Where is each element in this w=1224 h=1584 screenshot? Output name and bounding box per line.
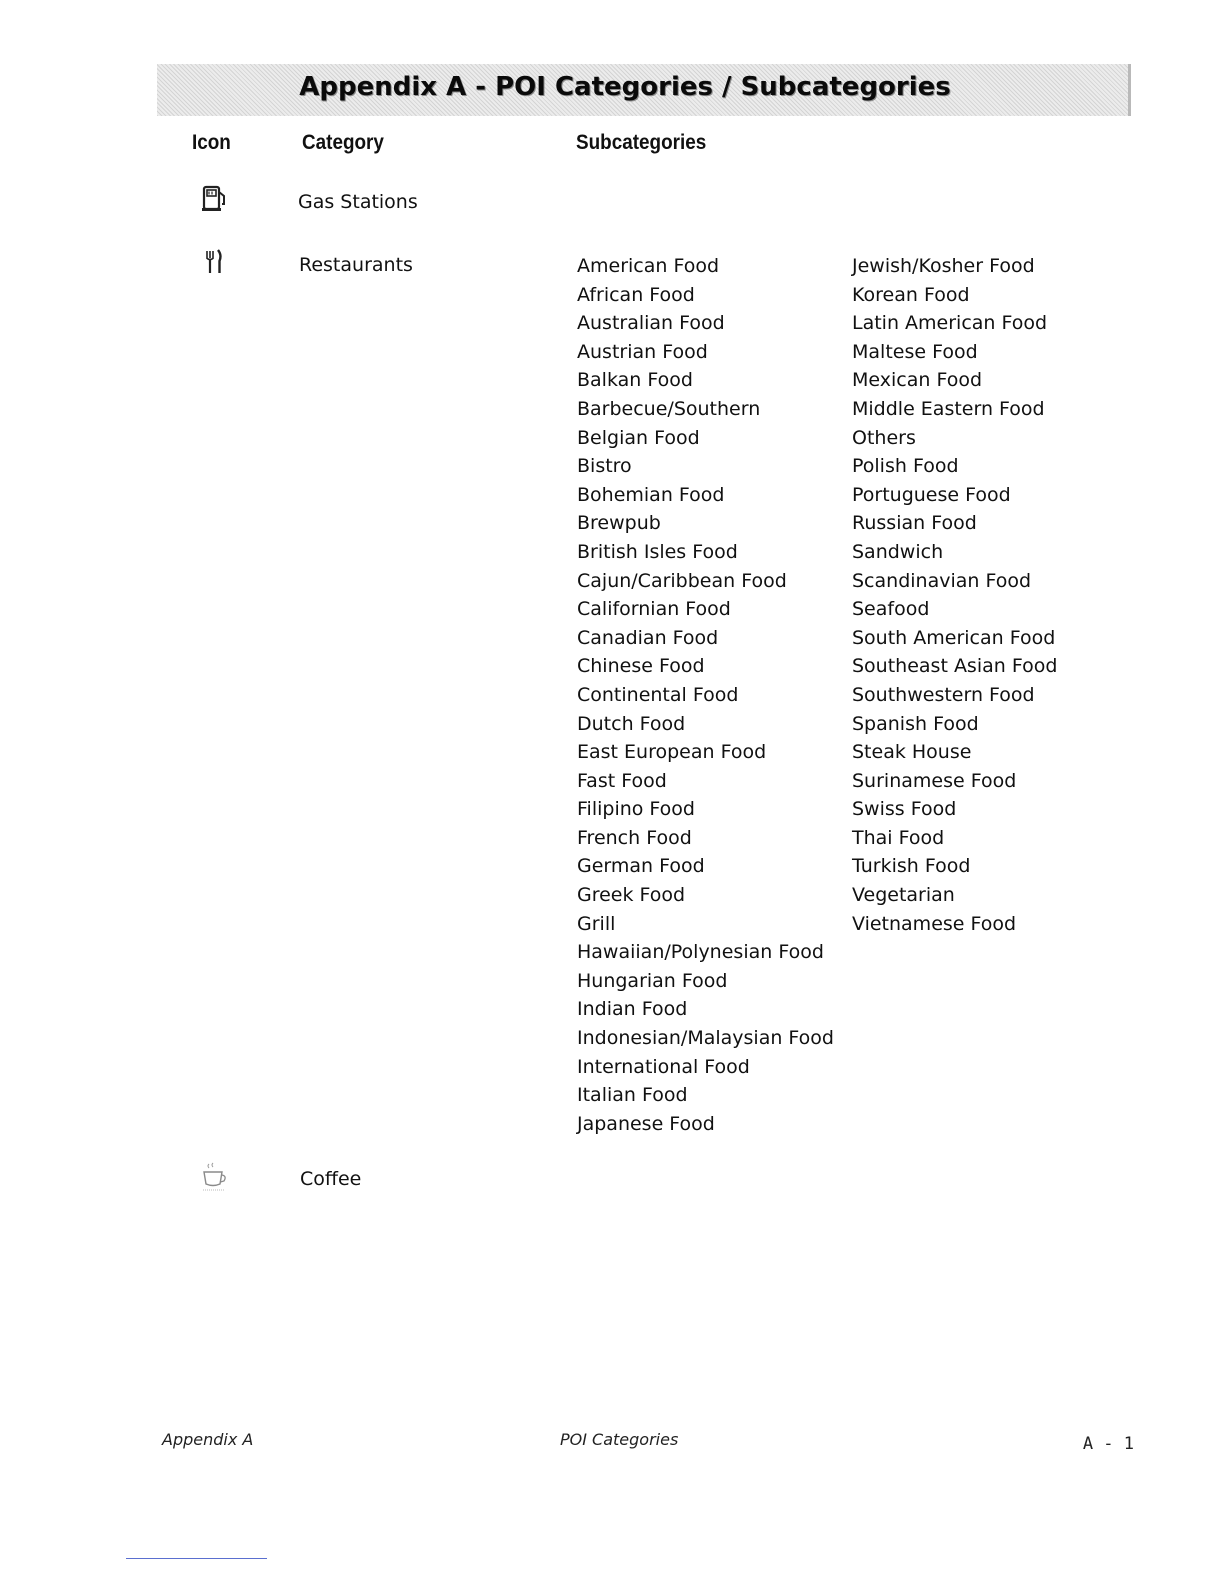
- list-item: Portuguese Food: [852, 483, 1011, 506]
- list-item: Southwestern Food: [852, 683, 1035, 706]
- list-item: South American Food: [852, 626, 1056, 649]
- list-item: Jewish/Kosher Food: [852, 255, 1035, 277]
- list-item: Others: [852, 426, 916, 449]
- list-item: Austrian Food: [577, 340, 708, 363]
- list-item: Continental Food: [577, 683, 739, 706]
- subcategories-column-header: Subcategories: [576, 131, 707, 154]
- list-item: Seafood: [852, 598, 930, 621]
- list-item: Filipino Food: [577, 798, 695, 821]
- list-item: Maltese Food: [852, 340, 978, 363]
- list-item: Dutch Food: [577, 712, 686, 735]
- list-item: Thai Food: [852, 826, 945, 849]
- list-item: Italian Food: [577, 1084, 688, 1107]
- list-item: Surinamese Food: [852, 769, 1017, 792]
- list-item: Australian Food: [577, 312, 725, 335]
- list-item: Canadian Food: [577, 626, 719, 649]
- list-item: Russian Food: [852, 512, 977, 535]
- list-item: Grill: [577, 912, 616, 935]
- list-item: Vietnamese Food: [852, 912, 1017, 935]
- list-item: Spanish Food: [852, 712, 979, 735]
- list-item: Californian Food: [577, 598, 731, 621]
- page-number: A - 1: [1082, 1434, 1134, 1454]
- list-item: Polish Food: [852, 455, 959, 478]
- list-item: Hungarian Food: [577, 969, 728, 992]
- gas-pump-icon: [198, 182, 232, 216]
- list-item: Brewpub: [577, 512, 661, 535]
- list-item: Turkish Food: [852, 855, 971, 878]
- list-item: Scandinavian Food: [852, 569, 1032, 592]
- list-item: Southeast Asian Food: [852, 655, 1058, 678]
- list-item: African Food: [577, 283, 695, 306]
- list-item: East European Food: [577, 741, 767, 764]
- list-item: International Food: [577, 1055, 750, 1078]
- category-gas-stations: Gas Stations: [298, 191, 418, 213]
- list-item: Cajun/Caribbean Food: [577, 569, 787, 592]
- page-title: Appendix A - POI Categories / Subcategories: [299, 72, 951, 102]
- list-item: Indian Food: [577, 998, 688, 1021]
- list-item: Chinese Food: [577, 655, 705, 678]
- divider: [126, 1558, 267, 1559]
- category-coffee: Coffee: [300, 1168, 362, 1190]
- list-item: Vegetarian: [852, 884, 955, 907]
- list-item: Korean Food: [852, 283, 970, 306]
- list-item: Indonesian/Malaysian Food: [577, 1027, 834, 1050]
- list-item: Swiss Food: [852, 798, 957, 821]
- coffee-cup-icon: [198, 1160, 232, 1194]
- subcategory-list-column-2: [852, 252, 1057, 938]
- footer-section-label: Appendix A: [162, 1430, 254, 1449]
- fork-knife-icon: [198, 246, 232, 280]
- list-item: Latin American Food: [852, 312, 1048, 335]
- category-column-header: Category: [302, 131, 384, 154]
- category-restaurants: Restaurants: [299, 254, 413, 276]
- list-item: Belgian Food: [577, 426, 700, 449]
- list-item: Fast Food: [577, 769, 667, 792]
- list-item: Balkan Food: [577, 369, 693, 392]
- list-item: Barbecue/Southern: [577, 397, 761, 420]
- list-item: Mexican Food: [852, 369, 983, 392]
- list-item: Bistro: [577, 455, 632, 478]
- footer-topic-label: POI Categories: [560, 1430, 679, 1449]
- list-item: Bohemian Food: [577, 483, 725, 506]
- subcategory-list-column-1: [577, 252, 834, 1138]
- list-item: German Food: [577, 855, 705, 878]
- list-item: American Food: [577, 255, 720, 277]
- icon-column-header: Icon: [192, 131, 231, 154]
- list-item: British Isles Food: [577, 540, 738, 563]
- list-item: Greek Food: [577, 884, 686, 907]
- list-item: Sandwich: [852, 540, 944, 563]
- list-item: Middle Eastern Food: [852, 397, 1045, 420]
- list-item: Japanese Food: [577, 1112, 715, 1135]
- list-item: French Food: [577, 826, 692, 849]
- list-item: Hawaiian/Polynesian Food: [577, 941, 824, 964]
- list-item: Steak House: [852, 741, 972, 764]
